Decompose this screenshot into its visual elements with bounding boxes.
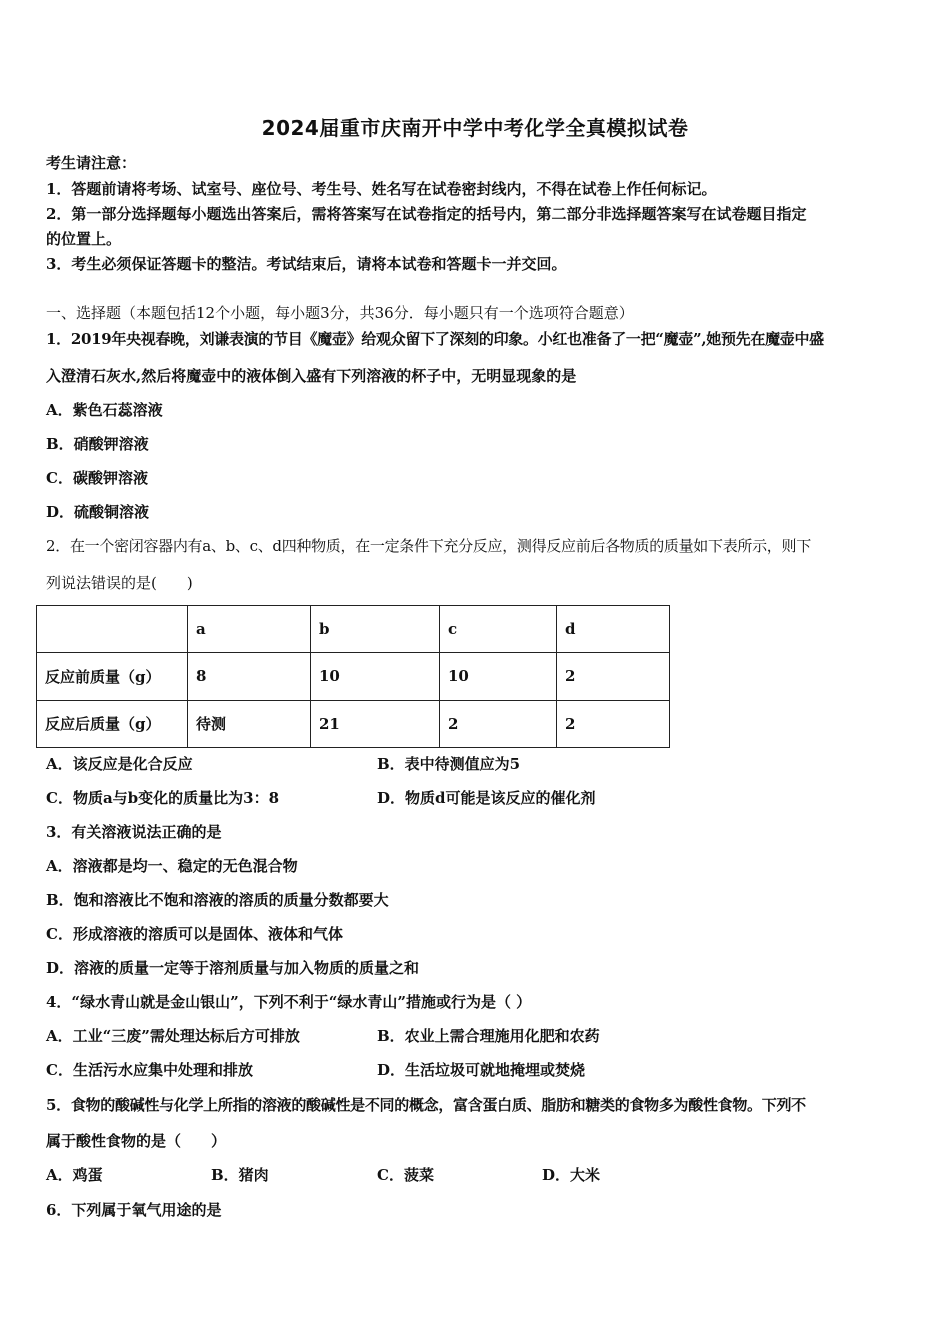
table-header-cell: d <box>557 606 670 653</box>
q4-option-b: B．农业上需合理施用化肥和农药 <box>377 1027 600 1045</box>
notice-item-2-cont: 的位置上。 <box>46 230 122 248</box>
q1-option-a: A．紫色石蕊溶液 <box>46 401 163 419</box>
q3-option-c: C．形成溶液的溶质可以是固体、液体和气体 <box>46 925 343 943</box>
notice-item-2: 2．第一部分选择题每小题选出答案后，需将答案写在试卷指定的括号内，第二部分非选择题答案写在试卷题目指定 <box>46 205 807 223</box>
table-header-row <box>37 606 670 653</box>
table-cell: 10 <box>440 653 557 700</box>
mass-table <box>36 605 670 748</box>
table-cell: 10 <box>311 653 440 700</box>
table-cell: 反应后质量（g） <box>37 700 188 747</box>
q5-option-d: D．大米 <box>542 1166 601 1184</box>
q2-option-c: C．物质a与b变化的质量比为3：8 <box>46 789 280 807</box>
table-cell: 2 <box>440 700 557 747</box>
table-cell: 21 <box>311 700 440 747</box>
q5-option-b: B．猪肉 <box>211 1166 269 1184</box>
section-heading: 一、选择题（本题包括12个小题，每小题3分，共36分．每小题只有一个选项符合题意） <box>46 304 634 322</box>
table-cell: 待测 <box>188 700 311 747</box>
q4-option-c: C．生活污水应集中处理和排放 <box>46 1061 253 1079</box>
table-header-cell: b <box>311 606 440 653</box>
table-cell: 反应前质量（g） <box>37 653 188 700</box>
q3-option-d: D．溶液的质量一定等于溶剂质量与加入物质的质量之和 <box>46 959 420 977</box>
table-header-cell: c <box>440 606 557 653</box>
q1-stem-line2: 入澄清石灰水,然后将魔壶中的液体倒入盛有下列溶液的杯子中，无明显现象的是 <box>46 367 577 385</box>
q1-option-d: D．硫酸铜溶液 <box>46 503 150 521</box>
notice-item-1: 1．答题前请将考场、试室号、座位号、考生号、姓名写在试卷密封线内，不得在试卷上作任何标记。 <box>46 180 717 198</box>
table-row <box>37 653 670 700</box>
q2-option-d: D．物质d可能是该反应的催化剂 <box>377 789 596 807</box>
q5-option-c: C．菠菜 <box>377 1166 434 1184</box>
notice-item-3: 3．考生必须保证答题卡的整洁。考试结束后，请将本试卷和答题卡一并交回。 <box>46 255 567 273</box>
q2-option-a: A．该反应是化合反应 <box>46 755 193 773</box>
q1-option-b: B．硝酸钾溶液 <box>46 435 149 453</box>
q6-stem: 6．下列属于氧气用途的是 <box>46 1201 222 1219</box>
table-cell: 8 <box>188 653 311 700</box>
table-cell: 2 <box>557 700 670 747</box>
page-title: 2024届重市庆南开中学中考化学全真模拟试卷 <box>261 116 689 140</box>
table-header-cell: a <box>188 606 311 653</box>
q3-stem: 3．有关溶液说法正确的是 <box>46 823 222 841</box>
q4-option-a: A．工业“三废”需处理达标后方可排放 <box>46 1027 300 1045</box>
q3-option-b: B．饱和溶液比不饱和溶液的溶质的质量分数都要大 <box>46 891 389 909</box>
q2-option-b: B．表中待测值应为5 <box>377 755 521 773</box>
q4-option-d: D．生活垃圾可就地掩埋或焚烧 <box>377 1061 586 1079</box>
q4-stem: 4．“绿水青山就是金山银山”，下列不利于“绿水青山”措施或行为是（ ） <box>46 993 532 1011</box>
q5-option-a: A．鸡蛋 <box>46 1166 103 1184</box>
q2-stem-line1: 2．在一个密闭容器内有a、b、c、d四种物质，在一定条件下充分反应，测得反应前后各物质的质量如下表所示，则下 <box>46 537 811 555</box>
table-header-cell <box>37 606 188 653</box>
q5-stem-line1: 5．食物的酸碱性与化学上所指的溶液的酸碱性是不同的概念，富含蛋白质、脂肪和糖类的食物多为酸性食物。下列不 <box>46 1096 806 1114</box>
table-cell: 2 <box>557 653 670 700</box>
q1-option-c: C．碳酸钾溶液 <box>46 469 148 487</box>
q2-stem-line2: 列说法错误的是( ) <box>46 574 193 592</box>
q5-stem-line2: 属于酸性食物的是（ ） <box>46 1132 227 1150</box>
notice-heading: 考生请注意： <box>46 154 137 172</box>
q1-stem-line1: 1．2019年央视春晚，刘谦表演的节目《魔壶》给观众留下了深刻的印象。小红也准备了一把“魔壶”,她预先在魔壶中盛 <box>46 330 824 348</box>
q3-option-a: A．溶液都是均一、稳定的无色混合物 <box>46 857 298 875</box>
table-row <box>37 700 670 747</box>
